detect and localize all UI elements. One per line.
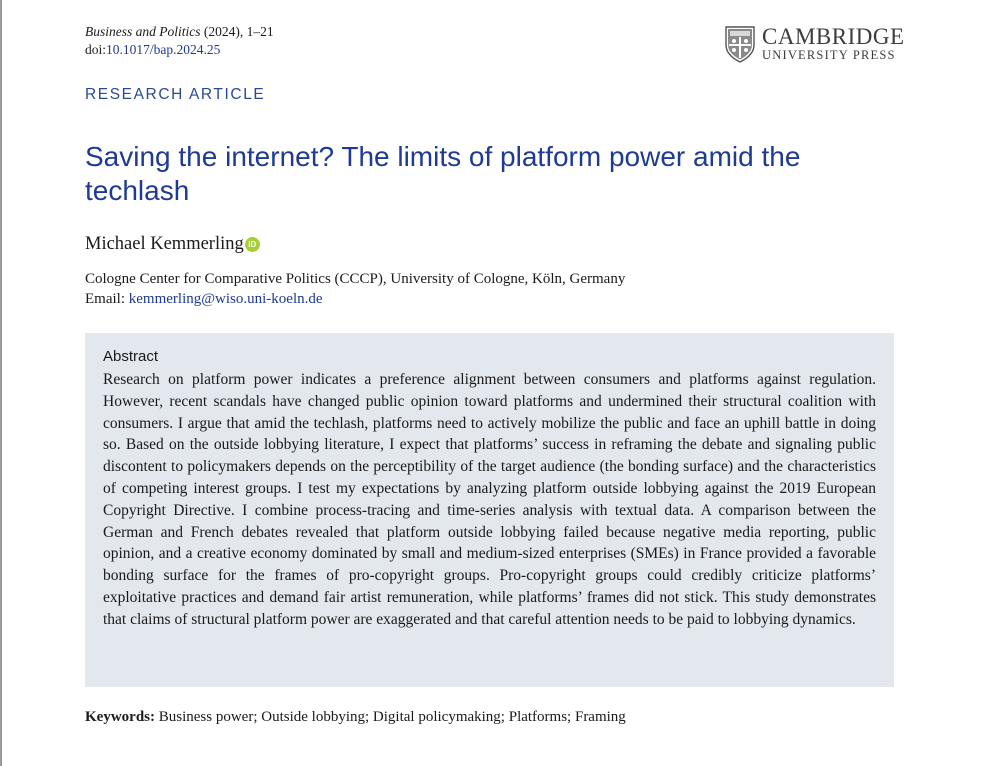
- cambridge-crest-icon: [724, 25, 756, 63]
- article-type-label: RESEARCH ARTICLE: [85, 86, 266, 103]
- doi-line: [85, 41, 220, 59]
- email-link[interactable]: kemmerling@wiso.uni-koeln.de: [128, 291, 323, 307]
- publisher-name: CAMBRIDGE: [762, 24, 905, 49]
- keywords-line: [85, 708, 626, 727]
- publisher-subname: UNIVERSITY PRESS: [762, 48, 896, 62]
- keywords-label: Keywords:: [85, 709, 155, 725]
- abstract-heading: Abstract: [103, 348, 159, 365]
- page-edge-rule: [0, 0, 2, 766]
- orcid-icon[interactable]: iD: [245, 237, 260, 252]
- doi-link[interactable]: 10.1017/bap.2024.25: [106, 42, 221, 57]
- article-title: Saving the internet? The limits of platform power amid the techlash: [85, 141, 801, 206]
- email-label: Email:: [85, 291, 129, 307]
- author-email-line: [85, 290, 323, 309]
- author-affiliation: Cologne Center for Comparative Politics (CCCP), University of Cologne, Köln, Germany: [85, 271, 626, 287]
- doi-prefix: doi:: [85, 42, 107, 57]
- journal-meta: (2024), 1–21: [200, 24, 274, 39]
- publisher-logo: [724, 24, 905, 65]
- author-name: Michael Kemmerling: [85, 234, 244, 254]
- journal-name: Business and Politics: [85, 24, 201, 39]
- keywords-list: Business power; Outside lobbying; Digital policymaking; Platforms; Framing: [155, 709, 626, 725]
- author-line: [85, 233, 260, 255]
- abstract-text: Research on platform power indicates a preference alignment between consumers and platforms against regulation. However, recent scandals have changed public opinion toward platforms and undermined their structural coalition with consumers. I argue that amid the techlash, platforms need to actively mobilize the public and face an uphill battle in doing so. Based on the outside lobbying literature, I expect that platforms’ success in reframing the debate and signaling public discontent to policymakers depends on the perceptibility of the target audience (the bonding surface) and the characteristics of competing interest groups. I test my expectations by analyzing platform outside lobbying against the 2019 European Copyright Directive. I combine process-tracing and time-series analysis with textual data. A comparison between the German and French debates revealed that platform outside lobbying failed because negative media reporting, public opinion, and a creative economy dominated by small and medium-sized enterprises (SMEs) in France provided a favorable bonding surface for the frames of pro-copyright groups. Pro-copyright groups could credibly criticize platforms’ exploitative practices and demand fair artist remuneration, while platforms’ frames did not stick. This study demonstrates that claims of structural platform power are exaggerated and that careful attention needs to be paid to lobbying dynamics.: [103, 371, 876, 628]
- journal-citation: [85, 23, 274, 41]
- abstract-box: [85, 333, 894, 687]
